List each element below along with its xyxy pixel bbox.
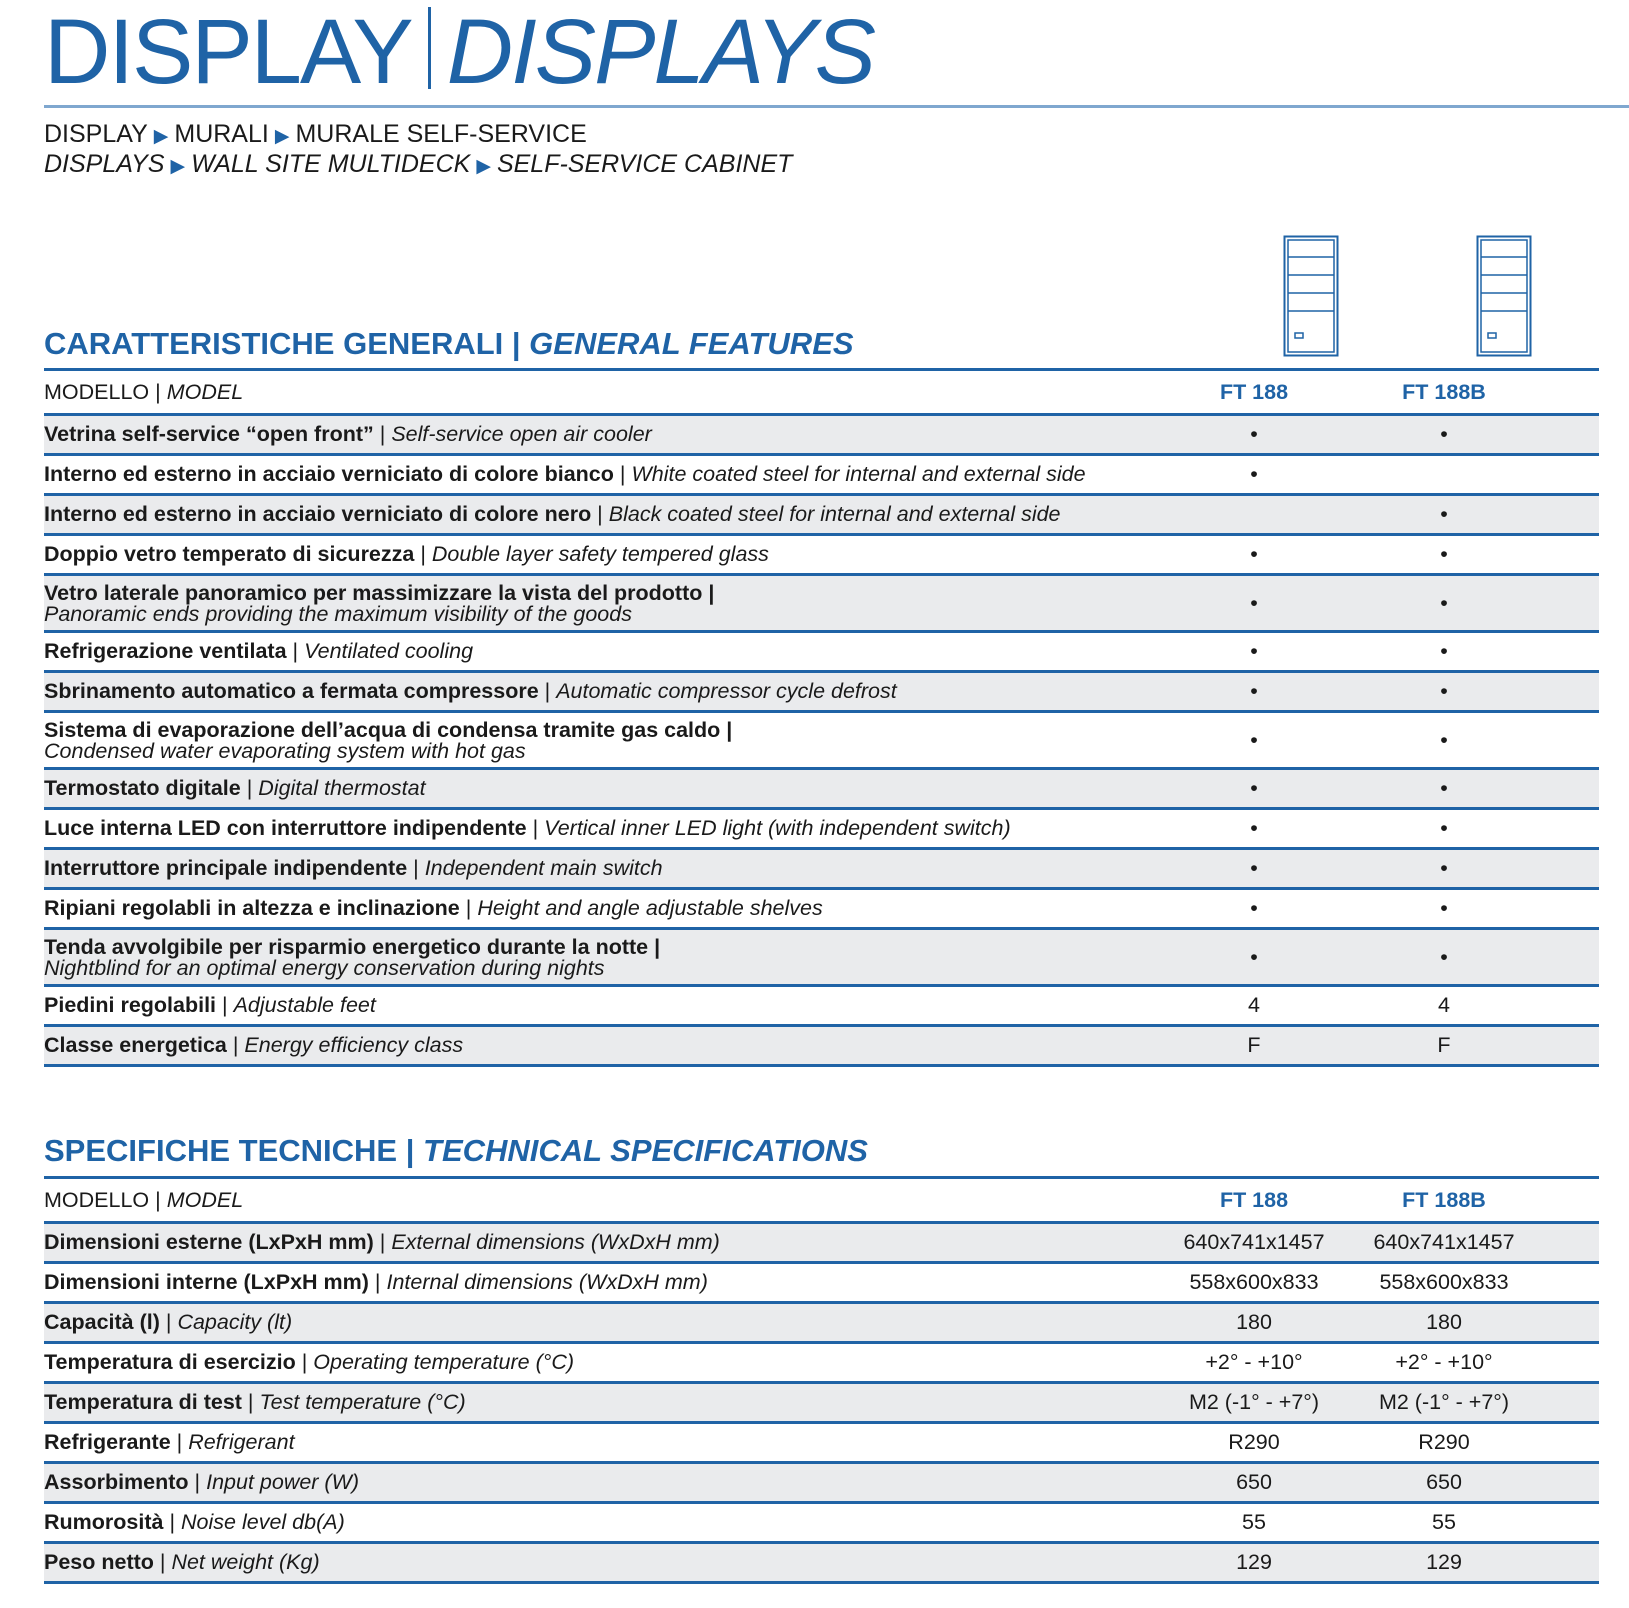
spacer-cell [1539, 535, 1599, 575]
row-value: • [1349, 889, 1539, 929]
row-value: +2° - +10° [1349, 1343, 1539, 1383]
page-title [44, 2, 874, 102]
row-value: • [1349, 849, 1539, 889]
row-label-en: Nightblind for an optimal energy conservation during nights [44, 956, 605, 980]
row-value: 129 [1159, 1543, 1349, 1583]
model-label-en: MODEL [166, 379, 244, 404]
row-label-it: Sistema di evaporazione dell’acqua di condensa tramite gas caldo | [44, 718, 733, 742]
heading-italian: CARATTERISTICHE GENERALI [44, 326, 504, 361]
row-label: Assorbimento | Input power (W) [44, 1463, 1159, 1503]
spacer-cell [1539, 1263, 1599, 1303]
row-label-en: Self-service open air cooler [391, 422, 652, 446]
row-label: Temperatura di esercizio | Operating temperature (°C) [44, 1343, 1159, 1383]
row-label-it: Rumorosità [44, 1510, 164, 1534]
table-row [44, 415, 1599, 455]
row-value: 129 [1349, 1543, 1539, 1583]
row-label-it: Temperatura di test [44, 1390, 242, 1414]
row-label-en: Independent main switch [424, 856, 663, 880]
row-label: Luce interna LED con interruttore indipendente | Vertical inner LED light (with independent switch) [44, 809, 1159, 849]
row-value: • [1349, 929, 1539, 986]
row-value: 55 [1159, 1503, 1349, 1543]
row-label: Classe energetica | Energy efficiency class [44, 1026, 1159, 1066]
row-value: 650 [1349, 1463, 1539, 1503]
row-value: • [1349, 495, 1539, 535]
row-label [44, 929, 1159, 986]
row-value: 4 [1349, 986, 1539, 1026]
breadcrumb-item: WALL SITE MULTIDECK [191, 150, 471, 178]
breadcrumb-item: MURALI [174, 120, 269, 148]
heading-english: GENERAL FEATURES [529, 326, 854, 361]
row-label: Interno ed esterno in acciaio verniciato di colore bianco | White coated steel for internal and external side [44, 455, 1159, 495]
row-value: • [1159, 889, 1349, 929]
model-name: FT 188 [1159, 1179, 1349, 1223]
row-label-it: Interno ed esterno in acciaio verniciato di colore bianco [44, 462, 614, 486]
row-label: Termostato digitale | Digital thermostat [44, 769, 1159, 809]
row-label: Interruttore principale indipendente | Independent main switch [44, 849, 1159, 889]
row-value: 180 [1159, 1303, 1349, 1343]
row-value: 640x741x1457 [1349, 1223, 1539, 1263]
arrow-right-icon: ▶ [153, 126, 169, 147]
table-row [44, 1263, 1599, 1303]
table-row [44, 1026, 1599, 1066]
row-value: • [1159, 535, 1349, 575]
row-label [44, 712, 1159, 769]
row-value: • [1159, 672, 1349, 712]
spacer-cell [1539, 455, 1599, 495]
row-value: 558x600x833 [1159, 1263, 1349, 1303]
table-row [44, 986, 1599, 1026]
row-label-it: Termostato digitale [44, 776, 241, 800]
spacer-cell [1539, 1543, 1599, 1583]
row-label-en: Height and angle adjustable shelves [477, 896, 823, 920]
title-main: DISPLAY [44, 1, 412, 103]
row-label-en: Vertical inner LED light (with independent switch) [544, 816, 1011, 840]
spacer-cell [1539, 1343, 1599, 1383]
row-label-it: Vetrina self-service “open front” [44, 422, 374, 446]
row-value: M2 (-1° - +7°) [1159, 1383, 1349, 1423]
row-value: • [1159, 415, 1349, 455]
spacer-cell [1539, 849, 1599, 889]
table-row [44, 455, 1599, 495]
breadcrumb-item: MURALE SELF-SERVICE [295, 120, 587, 148]
row-label-it: Assorbimento [44, 1470, 189, 1494]
row-value: 180 [1349, 1303, 1539, 1343]
row-label-it: Vetro laterale panoramico per massimizzare la vista del prodotto | [44, 581, 715, 605]
row-label: Ripiani regolabli in altezza e inclinazione | Height and angle adjustable shelves [44, 889, 1159, 929]
title-separator [428, 7, 431, 89]
row-value: • [1349, 712, 1539, 769]
table-header-row [44, 371, 1599, 415]
row-label-it: Ripiani regolabli in altezza e inclinazione [44, 896, 460, 920]
arrow-right-icon: ▶ [476, 156, 491, 177]
row-label-en: Automatic compressor cycle defrost [556, 679, 897, 703]
row-value: R290 [1349, 1423, 1539, 1463]
spacer-cell [1539, 1026, 1599, 1066]
row-label-en: Adjustable feet [233, 993, 376, 1017]
row-label-en: Double layer safety tempered glass [431, 542, 769, 566]
table-row [44, 712, 1599, 769]
model-label-it: MODELLO [44, 1187, 150, 1212]
row-label-it: Tenda avvolgibile per risparmio energetico durante la notte | [44, 935, 661, 959]
fridge-icon [1476, 235, 1532, 357]
model-name: FT 188B [1349, 371, 1539, 415]
row-value: +2° - +10° [1159, 1343, 1349, 1383]
row-value: 558x600x833 [1349, 1263, 1539, 1303]
row-label-en: Digital thermostat [258, 776, 426, 800]
row-value: 4 [1159, 986, 1349, 1026]
title-divider [44, 105, 1629, 108]
row-value: • [1159, 849, 1349, 889]
heading-italian: SPECIFICHE TECNICHE [44, 1133, 398, 1168]
technical-specs-heading: SPECIFICHE TECNICHE | TECHNICAL SPECIFICATIONS [44, 1133, 868, 1168]
table-row [44, 575, 1599, 632]
row-label-it: Peso netto [44, 1550, 154, 1574]
row-value: M2 (-1° - +7°) [1349, 1383, 1539, 1423]
model-label: MODELLO | MODEL [44, 371, 1159, 415]
spacer-cell [1539, 1223, 1599, 1263]
row-label-en: Test temperature (°C) [259, 1390, 466, 1414]
spacer-cell [1539, 712, 1599, 769]
row-label-it: Interno ed esterno in acciaio verniciato di colore nero [44, 502, 592, 526]
row-value: • [1349, 809, 1539, 849]
spacer-cell [1539, 371, 1599, 415]
table-row [44, 889, 1599, 929]
row-label-it: Piedini regolabili [44, 993, 217, 1017]
arrow-right-icon: ▶ [170, 156, 186, 177]
row-label-it: Interruttore principale indipendente [44, 856, 408, 880]
row-value [1159, 495, 1349, 535]
row-value: F [1159, 1026, 1349, 1066]
row-label-en: Ventilated cooling [304, 639, 474, 663]
row-label-it: Refrigerante [44, 1430, 171, 1454]
model-name: FT 188B [1349, 1179, 1539, 1223]
spacer-cell [1539, 415, 1599, 455]
model-label-en: MODEL [166, 1187, 244, 1212]
row-label: Vetrina self-service “open front” | Self-service open air cooler [44, 415, 1159, 455]
row-value: • [1159, 929, 1349, 986]
spacer-cell [1539, 929, 1599, 986]
row-label: Peso netto | Net weight (Kg) [44, 1543, 1159, 1583]
table-row [44, 1543, 1599, 1583]
spacer-cell [1539, 672, 1599, 712]
row-label-it-text: Vetro laterale panoramico per massimizzare la vista del prodotto [44, 581, 703, 605]
row-label-en: Operating temperature (°C) [313, 1350, 575, 1374]
row-label-en: Capacity (lt) [177, 1310, 293, 1334]
general-features-table [44, 371, 1599, 1067]
row-label-it-text: Sistema di evaporazione dell’acqua di condensa tramite gas caldo [44, 718, 721, 742]
table-row [44, 849, 1599, 889]
row-value: • [1349, 415, 1539, 455]
table-header-row [44, 1179, 1599, 1223]
row-value: • [1159, 809, 1349, 849]
spacer-cell [1539, 889, 1599, 929]
row-value: • [1349, 535, 1539, 575]
row-value: • [1159, 575, 1349, 632]
row-label: Dimensioni interne (LxPxH mm) | Internal dimensions (WxDxH mm) [44, 1263, 1159, 1303]
spacer-cell [1539, 986, 1599, 1026]
row-value: • [1159, 632, 1349, 672]
fridge-icon [1283, 235, 1339, 357]
model-label: MODELLO | MODEL [44, 1179, 1159, 1223]
spacer-cell [1539, 1423, 1599, 1463]
table-row [44, 1503, 1599, 1543]
row-label-en: Input power (W) [206, 1470, 360, 1494]
table-row [44, 809, 1599, 849]
row-value [1349, 455, 1539, 495]
table-row [44, 1223, 1599, 1263]
heading-english: TECHNICAL SPECIFICATIONS [423, 1133, 868, 1168]
spacer-cell [1539, 1463, 1599, 1503]
row-label-en: External dimensions (WxDxH mm) [391, 1230, 720, 1254]
row-label-en: Noise level db(A) [181, 1510, 345, 1534]
spacer-cell [1539, 495, 1599, 535]
row-label-en: Energy efficiency class [244, 1033, 464, 1057]
row-label-it: Capacità (l) [44, 1310, 160, 1334]
technical-specs-table [44, 1179, 1599, 1584]
row-value: R290 [1159, 1423, 1349, 1463]
table-row [44, 1343, 1599, 1383]
row-value: • [1349, 769, 1539, 809]
row-label-it: Temperatura di esercizio [44, 1350, 296, 1374]
general-features-heading: CARATTERISTICHE GENERALI | GENERAL FEATURES [44, 326, 854, 361]
model-label-it: MODELLO [44, 379, 150, 404]
spacer-cell [1539, 1179, 1599, 1223]
row-label: Refrigerazione ventilata | Ventilated cooling [44, 632, 1159, 672]
row-label: Temperatura di test | Test temperature (°C) [44, 1383, 1159, 1423]
row-value: • [1159, 712, 1349, 769]
row-label: Sbrinamento automatico a fermata compressore | Automatic compressor cycle defrost [44, 672, 1159, 712]
arrow-right-icon: ▶ [274, 126, 290, 147]
spacer-cell [1539, 1303, 1599, 1343]
row-value: • [1349, 575, 1539, 632]
model-name: FT 188 [1159, 371, 1349, 415]
breadcrumb-italian [44, 120, 587, 151]
row-value: • [1349, 672, 1539, 712]
breadcrumb-item: DISPLAYS [44, 150, 165, 178]
row-value: 650 [1159, 1463, 1349, 1503]
spacer-cell [1539, 1503, 1599, 1543]
row-value: • [1159, 455, 1349, 495]
row-label-en: White coated steel for internal and external side [631, 462, 1086, 486]
table-row [44, 1463, 1599, 1503]
row-label: Interno ed esterno in acciaio verniciato di colore nero | Black coated steel for internal and external side [44, 495, 1159, 535]
spacer-cell [1539, 632, 1599, 672]
row-value: • [1349, 632, 1539, 672]
row-value: 640x741x1457 [1159, 1223, 1349, 1263]
table-row [44, 632, 1599, 672]
row-label-it-text: Tenda avvolgibile per risparmio energetico durante la notte [44, 935, 649, 959]
row-label-en: Black coated steel for internal and external side [608, 502, 1061, 526]
row-label-it: Sbrinamento automatico a fermata compressore [44, 679, 539, 703]
breadcrumb-item: DISPLAY [44, 120, 148, 148]
row-label-it: Classe energetica [44, 1033, 227, 1057]
row-label-en: Net weight (Kg) [171, 1550, 320, 1574]
row-label: Doppio vetro temperato di sicurezza | Double layer safety tempered glass [44, 535, 1159, 575]
row-label: Capacità (l) | Capacity (lt) [44, 1303, 1159, 1343]
table-row [44, 1303, 1599, 1343]
row-label: Rumorosità | Noise level db(A) [44, 1503, 1159, 1543]
row-label-it: Luce interna LED con interruttore indipendente [44, 816, 527, 840]
table-row [44, 769, 1599, 809]
row-value: • [1159, 769, 1349, 809]
table-row [44, 929, 1599, 986]
spacer-cell [1539, 1383, 1599, 1423]
spacer-cell [1539, 769, 1599, 809]
table-row [44, 535, 1599, 575]
row-label [44, 575, 1159, 632]
row-value: 55 [1349, 1503, 1539, 1543]
breadcrumb-english [44, 150, 792, 181]
row-label-it: Dimensioni esterne (LxPxH mm) [44, 1230, 374, 1254]
table-row [44, 495, 1599, 535]
row-value: F [1349, 1026, 1539, 1066]
row-label-it: Dimensioni interne (LxPxH mm) [44, 1270, 369, 1294]
row-label-en: Refrigerant [188, 1430, 295, 1454]
row-label: Piedini regolabili | Adjustable feet [44, 986, 1159, 1026]
table-row [44, 1383, 1599, 1423]
row-label-en: Panoramic ends providing the maximum visibility of the goods [44, 602, 632, 626]
title-italic: DISPLAYS [446, 1, 874, 103]
table-row [44, 672, 1599, 712]
row-label-en: Condensed water evaporating system with hot gas [44, 739, 526, 763]
row-label-it: Doppio vetro temperato di sicurezza [44, 542, 415, 566]
row-label-it: Refrigerazione ventilata [44, 639, 287, 663]
spacer-cell [1539, 809, 1599, 849]
row-label-en: Internal dimensions (WxDxH mm) [386, 1270, 708, 1294]
row-label: Refrigerante | Refrigerant [44, 1423, 1159, 1463]
breadcrumb-item: SELF-SERVICE CABINET [496, 150, 793, 178]
table-row [44, 1423, 1599, 1463]
row-label: Dimensioni esterne (LxPxH mm) | External dimensions (WxDxH mm) [44, 1223, 1159, 1263]
spacer-cell [1539, 575, 1599, 632]
